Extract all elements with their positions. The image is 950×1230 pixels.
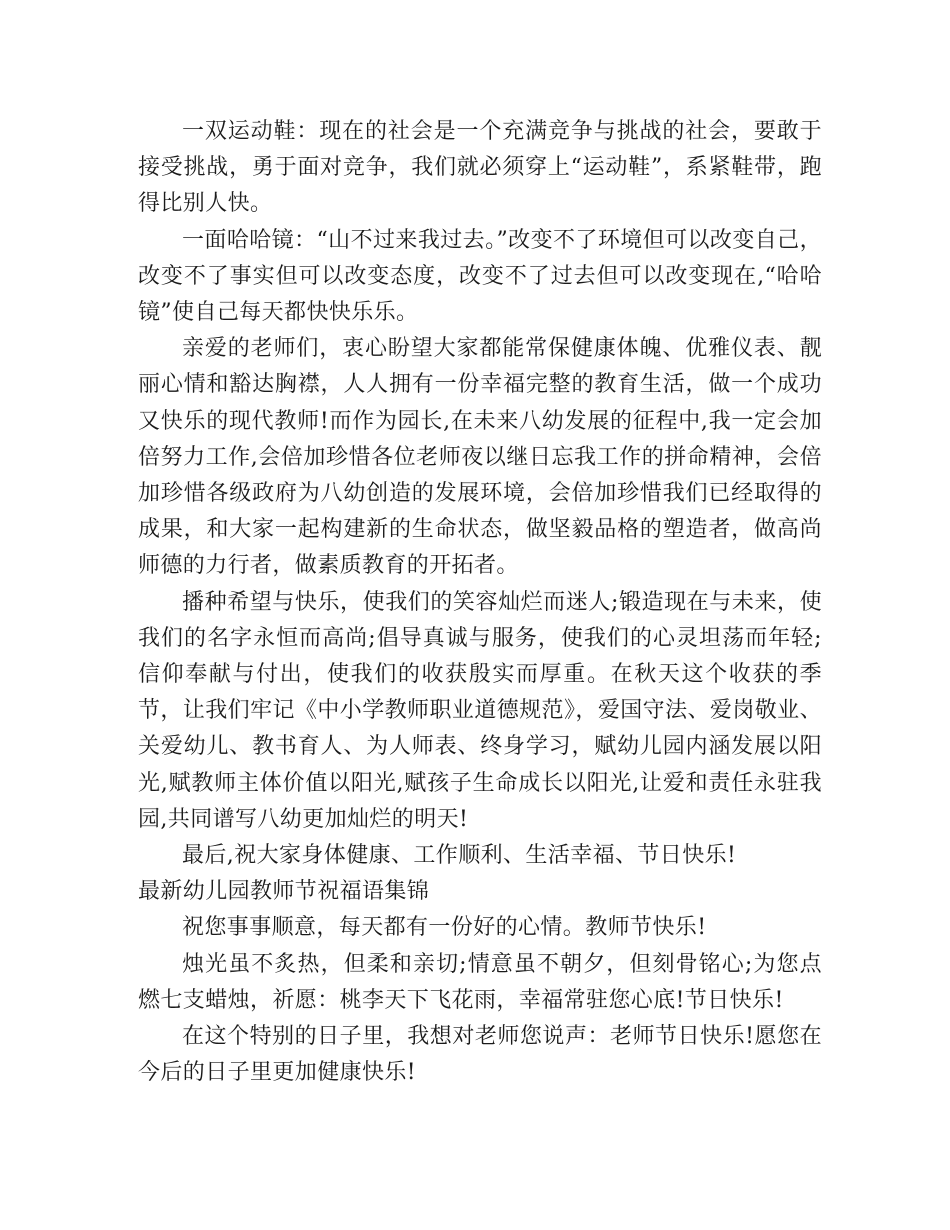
- paragraph-blessing-3: 在这个特别的日子里，我想对老师您说声：老师节日快乐!愿您在今后的日子里更加健康快乐!: [138, 1024, 822, 1086]
- paragraph-dear-teachers: 亲爱的老师们，衷心盼望大家都能常保健康体魄、优雅仪表、靓丽心情和豁达胸襟，人人拥有一份幸福完整的教育生活，做一个成功又快乐的现代教师!而作为园长,在未来八幼发展的征程中,我一定会加倍努力工作,会倍加珍惜各位老师夜以继日忘我工作的拼命精神，会倍加珍惜各级政府为八幼创造的发展环境，会倍加珍惜我们已经取得的成果，和大家一起构建新的生命状态，做坚毅品格的塑造者，做高尚师德的力行者，做素质教育的开拓者。: [138, 336, 822, 579]
- paragraph-blessing-2: 烛光虽不炙热，但柔和亲切;情意虽不朝夕，但刻骨铭心;为您点燃七支蜡烛，祈愿：桃李天下飞花雨，幸福常驻您心底!节日快乐!: [138, 951, 822, 1013]
- paragraph-closing-wishes: 最后,祝大家身体健康、工作顺利、生活幸福、节日快乐!: [182, 843, 737, 869]
- document-body: [138, 114, 822, 1091]
- paragraph-funhouse-mirror: 一面哈哈镜：“山不过来我过去。”改变不了环境但可以改变自己，改变不了事实但可以改变态度，改变不了过去但可以改变现在,“哈哈镜”使自己每天都快快乐乐。: [138, 227, 822, 326]
- paragraph-sneakers: 一双运动鞋：现在的社会是一个充满竞争与挑战的社会，要敢于接受挑战，勇于面对竞争，我们就必须穿上“运动鞋”，系紧鞋带，跑得比别人快。: [138, 119, 822, 217]
- paragraph-blessing-1: 祝您事事顺意，每天都有一份好的心情。教师节快乐!: [182, 915, 707, 941]
- paragraph-sow-hope: 播种希望与快乐，使我们的笑容灿烂而迷人;锻造现在与未来，使我们的名字永恒而高尚;倡导真诚与服务，使我们的心灵坦荡而年轻;信仰奉献与付出，使我们的收获殷实而厚重。在秋天这个收获的季节，让我们牢记《中小学教师职业道德规范》，爱国守法、爱岗敬业、关爱幼儿、教书育人、为人师表、终身学习，赋幼儿园内涵发展以阳光,赋教师主体价值以阳光,赋孩子生命成长以阳光,让爱和责任永驻我园,共同谱写八幼更加灿烂的明天!: [138, 589, 822, 832]
- section-heading: 最新幼儿园教师节祝福语集锦: [138, 879, 430, 905]
